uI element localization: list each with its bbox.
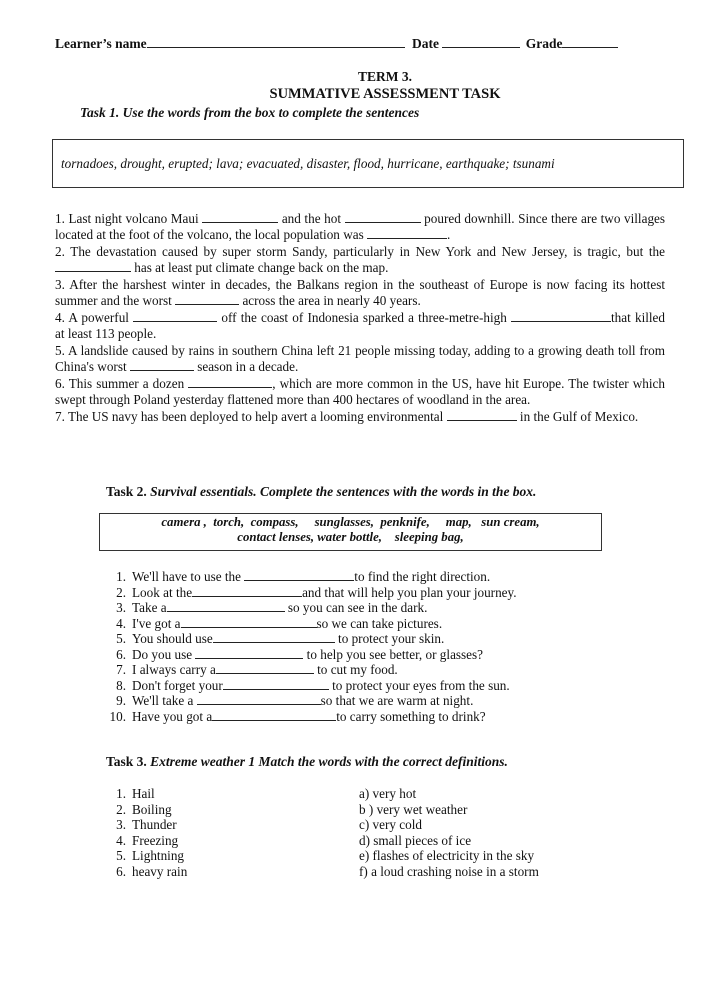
task1-sentence-5: 5. A landslide caused by rains in southern China left 21 people missing today, adding to a growing death toll from China's worst season in a decade. xyxy=(55,343,665,374)
list-item: 6. Do you use to help you see better, or glasses? xyxy=(116,646,484,662)
task1-sentences xyxy=(55,211,665,425)
term-title: TERM 3. xyxy=(358,69,412,84)
list-item: 4. Freezing xyxy=(116,832,179,848)
task1-sentence-1: 1. Last night volcano Maui and the hot poured downhill. Since there are two villages located at the foot of the volcano, the local population was . xyxy=(55,211,666,242)
task1-sentence-6: 6. This summer a dozen , which are more common in the US, have hit Europe. The twister which swept through Poland yesterday flattened more than 400 hectares of woodland in the area. xyxy=(55,376,665,407)
blank-1a[interactable] xyxy=(202,211,278,223)
task3-heading: Task 3. Extreme weather 1 Match the words with the correct definitions. xyxy=(106,754,508,769)
list-item: a) very hot xyxy=(359,786,417,801)
grade-blank[interactable] xyxy=(562,36,618,48)
blank-1b[interactable] xyxy=(345,211,421,223)
task2-list xyxy=(103,569,517,724)
task2-heading: Task 2. Survival essentials. Complete the sentences with the words in the box. xyxy=(106,484,537,499)
task1-box-words: tornadoes, drought, erupted; lava; evacuated, disaster, flood, hurricane, earthquake; tsunami xyxy=(61,156,555,171)
task1-sentence-3: 3. After the harshest winter in decades, the Balkans region in the southeast of Europe is now facing its hottest summer and the worst across the area in nearly 40 years. xyxy=(55,277,665,308)
task1-sentence-2: 2. The devastation caused by super storm Sandy, particularly in New York and New Jersey, is tragic, but the has at least put climate change back on the map. xyxy=(55,244,665,275)
task3-definitions xyxy=(359,786,539,879)
task2-blank-10[interactable] xyxy=(212,709,336,721)
task1-sentence-4: 4. A powerful off the coast of Indonesia sparked a three-metre-high that killed at least 113 people. xyxy=(55,310,666,341)
blank-4b[interactable] xyxy=(511,310,611,322)
task2-blank-7[interactable] xyxy=(216,662,314,674)
list-item: 3. Take a so you can see in the dark. xyxy=(116,600,428,615)
task2-blank-4[interactable] xyxy=(181,616,317,628)
name-blank[interactable] xyxy=(147,36,405,48)
task2-blank-3[interactable] xyxy=(167,600,285,612)
task1-box-top-border xyxy=(53,139,683,140)
task1-heading: Task 1. Use the words from the box to complete the sentences xyxy=(80,105,420,120)
list-item: 10. Have you got a to carry something to drink? xyxy=(109,708,486,724)
task3-words xyxy=(103,786,187,879)
list-item: 8. Don't forget your to protect your eyes from the sun. xyxy=(116,677,510,693)
task2-blank-1[interactable] xyxy=(244,569,354,581)
list-item: 4. I've got a so we can take pictures. xyxy=(116,615,443,631)
blank-5[interactable] xyxy=(130,359,194,371)
task2-blank-5[interactable] xyxy=(213,631,335,643)
list-item: d) small pieces of ice xyxy=(359,832,472,848)
list-item: b ) very wet weather xyxy=(359,801,468,817)
name-label: Learner’s name xyxy=(55,36,147,51)
list-item: 2. Boiling xyxy=(116,801,172,817)
task2-box-top-border xyxy=(100,513,601,514)
list-item: c) very cold xyxy=(359,817,422,832)
task1-sentence-7: 7. The US navy has been deployed to help avert a looming environmental in the Gulf of Mexico. xyxy=(55,409,639,424)
task1-word-box xyxy=(52,139,684,188)
list-item: 5. You should use to protect your skin. xyxy=(116,631,445,646)
task2-blank-2[interactable] xyxy=(192,585,302,597)
task2-blank-8[interactable] xyxy=(223,678,329,690)
list-item: 1. We'll have to use the to find the right direction. xyxy=(116,569,491,584)
date-blank[interactable] xyxy=(442,36,520,48)
list-item: 1. Hail xyxy=(116,786,155,801)
task2-blank-9[interactable] xyxy=(197,693,321,705)
list-item: 9. We'll take a so that we are warm at night. xyxy=(116,693,474,708)
blank-3[interactable] xyxy=(175,293,239,305)
task2-box-words: camera , torch, compass, sunglasses, penknife, map, sun cream, contact lenses, water bottle, sleeping bag, xyxy=(161,515,540,544)
list-item: e) flashes of electricity in the sky xyxy=(359,848,535,863)
blank-1c[interactable] xyxy=(367,227,447,239)
list-item: 3. Thunder xyxy=(116,817,177,832)
task2-blank-6[interactable] xyxy=(195,647,303,659)
header-line xyxy=(55,36,635,52)
list-item: 6. heavy rain xyxy=(116,863,188,879)
list-item: 7. I always carry a to cut my food. xyxy=(116,662,398,677)
blank-7[interactable] xyxy=(447,409,517,421)
list-item: 2. Look at the and that will help you plan your journey. xyxy=(116,584,517,600)
blank-4a[interactable] xyxy=(133,310,217,322)
list-item: f) a loud crashing noise in a storm xyxy=(359,863,539,879)
blank-2[interactable] xyxy=(55,260,131,272)
blank-6[interactable] xyxy=(188,376,272,388)
grade-label: Grade xyxy=(525,36,563,51)
assessment-title: SUMMATIVE ASSESSMENT TASK xyxy=(269,86,501,102)
list-item: 5. Lightning xyxy=(116,848,185,863)
task2-word-box xyxy=(99,513,602,551)
date-label: Date xyxy=(411,36,439,51)
